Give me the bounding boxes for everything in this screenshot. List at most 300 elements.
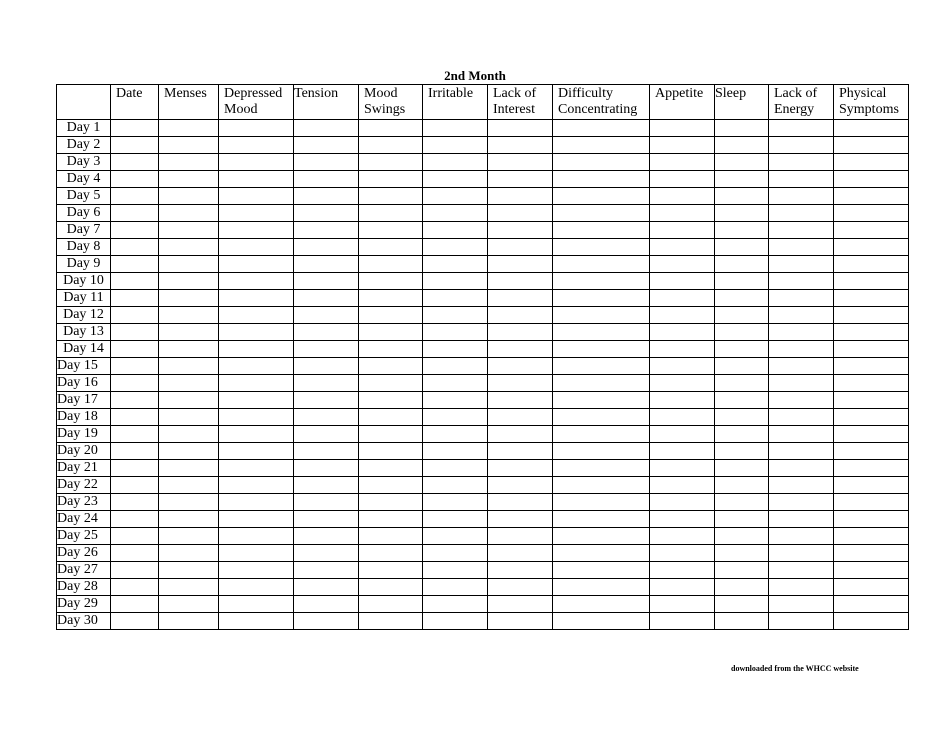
cell-depressed-mood[interactable] [219,341,294,358]
cell-depressed-mood[interactable] [219,426,294,443]
cell-difficulty-concentrating[interactable] [553,545,650,562]
cell-difficulty-concentrating[interactable] [553,358,650,375]
cell-physical-symptoms[interactable] [834,341,909,358]
cell-menses[interactable] [159,511,219,528]
cell-lack-of-energy[interactable] [769,188,834,205]
cell-lack-of-interest[interactable] [488,239,553,256]
cell-lack-of-energy[interactable] [769,154,834,171]
cell-mood-swings[interactable] [359,409,423,426]
cell-physical-symptoms[interactable] [834,358,909,375]
cell-sleep[interactable] [715,137,769,154]
cell-difficulty-concentrating[interactable] [553,426,650,443]
cell-depressed-mood[interactable] [219,545,294,562]
cell-irritable[interactable] [423,392,488,409]
cell-menses[interactable] [159,494,219,511]
cell-tension[interactable] [294,596,359,613]
cell-sleep[interactable] [715,358,769,375]
cell-menses[interactable] [159,341,219,358]
cell-difficulty-concentrating[interactable] [553,205,650,222]
cell-depressed-mood[interactable] [219,528,294,545]
cell-lack-of-interest[interactable] [488,222,553,239]
cell-appetite[interactable] [650,613,715,630]
cell-appetite[interactable] [650,137,715,154]
cell-tension[interactable] [294,545,359,562]
cell-lack-of-interest[interactable] [488,426,553,443]
cell-lack-of-energy[interactable] [769,477,834,494]
cell-mood-swings[interactable] [359,528,423,545]
cell-irritable[interactable] [423,341,488,358]
cell-sleep[interactable] [715,460,769,477]
cell-mood-swings[interactable] [359,290,423,307]
cell-mood-swings[interactable] [359,511,423,528]
cell-date[interactable] [111,392,159,409]
cell-mood-swings[interactable] [359,273,423,290]
cell-tension[interactable] [294,222,359,239]
cell-sleep[interactable] [715,562,769,579]
cell-lack-of-interest[interactable] [488,596,553,613]
cell-menses[interactable] [159,477,219,494]
cell-mood-swings[interactable] [359,171,423,188]
cell-sleep[interactable] [715,409,769,426]
cell-appetite[interactable] [650,120,715,137]
cell-irritable[interactable] [423,545,488,562]
cell-physical-symptoms[interactable] [834,409,909,426]
cell-sleep[interactable] [715,256,769,273]
cell-appetite[interactable] [650,477,715,494]
cell-lack-of-interest[interactable] [488,392,553,409]
cell-irritable[interactable] [423,562,488,579]
cell-mood-swings[interactable] [359,392,423,409]
cell-menses[interactable] [159,426,219,443]
cell-lack-of-interest[interactable] [488,120,553,137]
cell-tension[interactable] [294,273,359,290]
cell-sleep[interactable] [715,341,769,358]
cell-lack-of-energy[interactable] [769,222,834,239]
cell-physical-symptoms[interactable] [834,222,909,239]
cell-date[interactable] [111,205,159,222]
cell-mood-swings[interactable] [359,137,423,154]
cell-mood-swings[interactable] [359,324,423,341]
cell-irritable[interactable] [423,477,488,494]
cell-depressed-mood[interactable] [219,239,294,256]
cell-mood-swings[interactable] [359,426,423,443]
cell-depressed-mood[interactable] [219,494,294,511]
cell-tension[interactable] [294,613,359,630]
cell-date[interactable] [111,528,159,545]
cell-depressed-mood[interactable] [219,409,294,426]
cell-tension[interactable] [294,494,359,511]
cell-difficulty-concentrating[interactable] [553,596,650,613]
cell-mood-swings[interactable] [359,477,423,494]
cell-tension[interactable] [294,409,359,426]
cell-tension[interactable] [294,290,359,307]
cell-date[interactable] [111,426,159,443]
cell-physical-symptoms[interactable] [834,392,909,409]
cell-date[interactable] [111,137,159,154]
cell-depressed-mood[interactable] [219,324,294,341]
cell-mood-swings[interactable] [359,358,423,375]
cell-difficulty-concentrating[interactable] [553,613,650,630]
cell-date[interactable] [111,613,159,630]
cell-irritable[interactable] [423,290,488,307]
cell-physical-symptoms[interactable] [834,375,909,392]
cell-date[interactable] [111,494,159,511]
cell-sleep[interactable] [715,579,769,596]
cell-menses[interactable] [159,579,219,596]
cell-sleep[interactable] [715,392,769,409]
cell-mood-swings[interactable] [359,222,423,239]
cell-lack-of-energy[interactable] [769,137,834,154]
cell-sleep[interactable] [715,273,769,290]
cell-difficulty-concentrating[interactable] [553,460,650,477]
cell-menses[interactable] [159,273,219,290]
cell-date[interactable] [111,409,159,426]
cell-physical-symptoms[interactable] [834,562,909,579]
cell-depressed-mood[interactable] [219,392,294,409]
cell-tension[interactable] [294,375,359,392]
cell-difficulty-concentrating[interactable] [553,171,650,188]
cell-lack-of-energy[interactable] [769,205,834,222]
cell-appetite[interactable] [650,579,715,596]
cell-irritable[interactable] [423,511,488,528]
cell-sleep[interactable] [715,171,769,188]
cell-irritable[interactable] [423,528,488,545]
cell-mood-swings[interactable] [359,205,423,222]
cell-menses[interactable] [159,545,219,562]
cell-lack-of-interest[interactable] [488,324,553,341]
cell-menses[interactable] [159,562,219,579]
cell-lack-of-interest[interactable] [488,613,553,630]
cell-sleep[interactable] [715,477,769,494]
cell-appetite[interactable] [650,596,715,613]
cell-mood-swings[interactable] [359,375,423,392]
cell-physical-symptoms[interactable] [834,494,909,511]
cell-difficulty-concentrating[interactable] [553,256,650,273]
cell-menses[interactable] [159,596,219,613]
cell-physical-symptoms[interactable] [834,239,909,256]
cell-appetite[interactable] [650,443,715,460]
cell-lack-of-energy[interactable] [769,443,834,460]
cell-date[interactable] [111,324,159,341]
cell-mood-swings[interactable] [359,579,423,596]
cell-date[interactable] [111,273,159,290]
cell-tension[interactable] [294,562,359,579]
cell-difficulty-concentrating[interactable] [553,443,650,460]
cell-menses[interactable] [159,528,219,545]
cell-date[interactable] [111,171,159,188]
cell-date[interactable] [111,120,159,137]
cell-difficulty-concentrating[interactable] [553,511,650,528]
cell-irritable[interactable] [423,324,488,341]
cell-lack-of-energy[interactable] [769,562,834,579]
cell-physical-symptoms[interactable] [834,477,909,494]
cell-irritable[interactable] [423,273,488,290]
cell-physical-symptoms[interactable] [834,188,909,205]
cell-depressed-mood[interactable] [219,613,294,630]
cell-appetite[interactable] [650,426,715,443]
cell-appetite[interactable] [650,562,715,579]
cell-mood-swings[interactable] [359,460,423,477]
cell-irritable[interactable] [423,613,488,630]
cell-lack-of-energy[interactable] [769,273,834,290]
cell-sleep[interactable] [715,596,769,613]
cell-lack-of-interest[interactable] [488,477,553,494]
cell-irritable[interactable] [423,205,488,222]
cell-mood-swings[interactable] [359,188,423,205]
cell-irritable[interactable] [423,579,488,596]
cell-appetite[interactable] [650,409,715,426]
cell-menses[interactable] [159,205,219,222]
cell-tension[interactable] [294,120,359,137]
cell-depressed-mood[interactable] [219,596,294,613]
cell-mood-swings[interactable] [359,341,423,358]
cell-mood-swings[interactable] [359,613,423,630]
cell-physical-symptoms[interactable] [834,120,909,137]
cell-sleep[interactable] [715,375,769,392]
cell-date[interactable] [111,188,159,205]
cell-lack-of-energy[interactable] [769,426,834,443]
cell-sleep[interactable] [715,443,769,460]
cell-physical-symptoms[interactable] [834,256,909,273]
cell-lack-of-energy[interactable] [769,613,834,630]
cell-difficulty-concentrating[interactable] [553,154,650,171]
cell-tension[interactable] [294,324,359,341]
cell-appetite[interactable] [650,324,715,341]
cell-appetite[interactable] [650,375,715,392]
cell-appetite[interactable] [650,460,715,477]
cell-physical-symptoms[interactable] [834,426,909,443]
cell-irritable[interactable] [423,596,488,613]
cell-irritable[interactable] [423,222,488,239]
cell-lack-of-interest[interactable] [488,154,553,171]
cell-menses[interactable] [159,392,219,409]
cell-difficulty-concentrating[interactable] [553,120,650,137]
cell-mood-swings[interactable] [359,239,423,256]
cell-date[interactable] [111,222,159,239]
cell-irritable[interactable] [423,171,488,188]
cell-physical-symptoms[interactable] [834,443,909,460]
cell-menses[interactable] [159,375,219,392]
cell-lack-of-energy[interactable] [769,290,834,307]
cell-physical-symptoms[interactable] [834,171,909,188]
cell-date[interactable] [111,290,159,307]
cell-mood-swings[interactable] [359,120,423,137]
cell-physical-symptoms[interactable] [834,613,909,630]
cell-lack-of-energy[interactable] [769,120,834,137]
cell-menses[interactable] [159,137,219,154]
cell-menses[interactable] [159,239,219,256]
cell-lack-of-energy[interactable] [769,511,834,528]
cell-date[interactable] [111,239,159,256]
cell-irritable[interactable] [423,256,488,273]
cell-sleep[interactable] [715,154,769,171]
cell-lack-of-energy[interactable] [769,409,834,426]
cell-date[interactable] [111,375,159,392]
cell-tension[interactable] [294,341,359,358]
cell-lack-of-interest[interactable] [488,562,553,579]
cell-sleep[interactable] [715,613,769,630]
cell-tension[interactable] [294,137,359,154]
cell-lack-of-energy[interactable] [769,375,834,392]
cell-lack-of-interest[interactable] [488,171,553,188]
cell-sleep[interactable] [715,426,769,443]
cell-appetite[interactable] [650,511,715,528]
cell-difficulty-concentrating[interactable] [553,239,650,256]
cell-depressed-mood[interactable] [219,562,294,579]
cell-irritable[interactable] [423,375,488,392]
cell-appetite[interactable] [650,290,715,307]
cell-mood-swings[interactable] [359,562,423,579]
cell-physical-symptoms[interactable] [834,545,909,562]
cell-appetite[interactable] [650,307,715,324]
cell-tension[interactable] [294,511,359,528]
cell-tension[interactable] [294,426,359,443]
cell-lack-of-energy[interactable] [769,392,834,409]
cell-sleep[interactable] [715,528,769,545]
cell-depressed-mood[interactable] [219,358,294,375]
cell-menses[interactable] [159,409,219,426]
cell-mood-swings[interactable] [359,494,423,511]
cell-appetite[interactable] [650,171,715,188]
cell-mood-swings[interactable] [359,154,423,171]
cell-lack-of-interest[interactable] [488,290,553,307]
cell-depressed-mood[interactable] [219,375,294,392]
cell-menses[interactable] [159,324,219,341]
cell-tension[interactable] [294,443,359,460]
cell-sleep[interactable] [715,120,769,137]
cell-irritable[interactable] [423,443,488,460]
cell-physical-symptoms[interactable] [834,154,909,171]
cell-lack-of-interest[interactable] [488,358,553,375]
cell-menses[interactable] [159,358,219,375]
cell-menses[interactable] [159,222,219,239]
cell-date[interactable] [111,562,159,579]
cell-date[interactable] [111,511,159,528]
cell-depressed-mood[interactable] [219,205,294,222]
cell-sleep[interactable] [715,239,769,256]
cell-tension[interactable] [294,171,359,188]
cell-lack-of-energy[interactable] [769,239,834,256]
cell-irritable[interactable] [423,188,488,205]
cell-appetite[interactable] [650,256,715,273]
cell-lack-of-energy[interactable] [769,358,834,375]
cell-depressed-mood[interactable] [219,579,294,596]
cell-physical-symptoms[interactable] [834,460,909,477]
cell-depressed-mood[interactable] [219,443,294,460]
cell-difficulty-concentrating[interactable] [553,477,650,494]
cell-lack-of-energy[interactable] [769,256,834,273]
cell-difficulty-concentrating[interactable] [553,528,650,545]
cell-lack-of-interest[interactable] [488,409,553,426]
cell-difficulty-concentrating[interactable] [553,392,650,409]
cell-irritable[interactable] [423,460,488,477]
cell-depressed-mood[interactable] [219,137,294,154]
cell-difficulty-concentrating[interactable] [553,562,650,579]
cell-sleep[interactable] [715,222,769,239]
cell-menses[interactable] [159,256,219,273]
cell-tension[interactable] [294,477,359,494]
cell-date[interactable] [111,358,159,375]
cell-appetite[interactable] [650,205,715,222]
cell-appetite[interactable] [650,392,715,409]
cell-date[interactable] [111,443,159,460]
cell-lack-of-energy[interactable] [769,324,834,341]
cell-lack-of-interest[interactable] [488,375,553,392]
cell-lack-of-interest[interactable] [488,460,553,477]
cell-date[interactable] [111,477,159,494]
cell-appetite[interactable] [650,239,715,256]
cell-difficulty-concentrating[interactable] [553,324,650,341]
cell-menses[interactable] [159,154,219,171]
cell-date[interactable] [111,545,159,562]
cell-mood-swings[interactable] [359,443,423,460]
cell-date[interactable] [111,596,159,613]
cell-mood-swings[interactable] [359,307,423,324]
cell-lack-of-energy[interactable] [769,460,834,477]
cell-tension[interactable] [294,358,359,375]
cell-tension[interactable] [294,256,359,273]
cell-depressed-mood[interactable] [219,256,294,273]
cell-difficulty-concentrating[interactable] [553,273,650,290]
cell-difficulty-concentrating[interactable] [553,494,650,511]
cell-physical-symptoms[interactable] [834,137,909,154]
cell-irritable[interactable] [423,239,488,256]
cell-depressed-mood[interactable] [219,171,294,188]
cell-sleep[interactable] [715,307,769,324]
cell-tension[interactable] [294,188,359,205]
cell-appetite[interactable] [650,528,715,545]
cell-appetite[interactable] [650,188,715,205]
cell-lack-of-energy[interactable] [769,171,834,188]
cell-depressed-mood[interactable] [219,290,294,307]
cell-depressed-mood[interactable] [219,120,294,137]
cell-date[interactable] [111,579,159,596]
cell-depressed-mood[interactable] [219,511,294,528]
cell-depressed-mood[interactable] [219,188,294,205]
cell-tension[interactable] [294,307,359,324]
cell-date[interactable] [111,154,159,171]
cell-depressed-mood[interactable] [219,477,294,494]
cell-appetite[interactable] [650,358,715,375]
cell-mood-swings[interactable] [359,256,423,273]
cell-lack-of-energy[interactable] [769,307,834,324]
cell-date[interactable] [111,307,159,324]
cell-appetite[interactable] [650,273,715,290]
cell-lack-of-interest[interactable] [488,341,553,358]
cell-lack-of-interest[interactable] [488,205,553,222]
cell-difficulty-concentrating[interactable] [553,375,650,392]
cell-irritable[interactable] [423,358,488,375]
cell-sleep[interactable] [715,494,769,511]
cell-mood-swings[interactable] [359,596,423,613]
cell-date[interactable] [111,341,159,358]
cell-irritable[interactable] [423,426,488,443]
cell-lack-of-interest[interactable] [488,307,553,324]
cell-depressed-mood[interactable] [219,273,294,290]
cell-menses[interactable] [159,171,219,188]
cell-tension[interactable] [294,205,359,222]
cell-appetite[interactable] [650,154,715,171]
cell-tension[interactable] [294,579,359,596]
cell-tension[interactable] [294,239,359,256]
cell-menses[interactable] [159,188,219,205]
cell-physical-symptoms[interactable] [834,290,909,307]
cell-difficulty-concentrating[interactable] [553,341,650,358]
cell-depressed-mood[interactable] [219,307,294,324]
cell-physical-symptoms[interactable] [834,307,909,324]
cell-lack-of-interest[interactable] [488,443,553,460]
cell-lack-of-interest[interactable] [488,545,553,562]
